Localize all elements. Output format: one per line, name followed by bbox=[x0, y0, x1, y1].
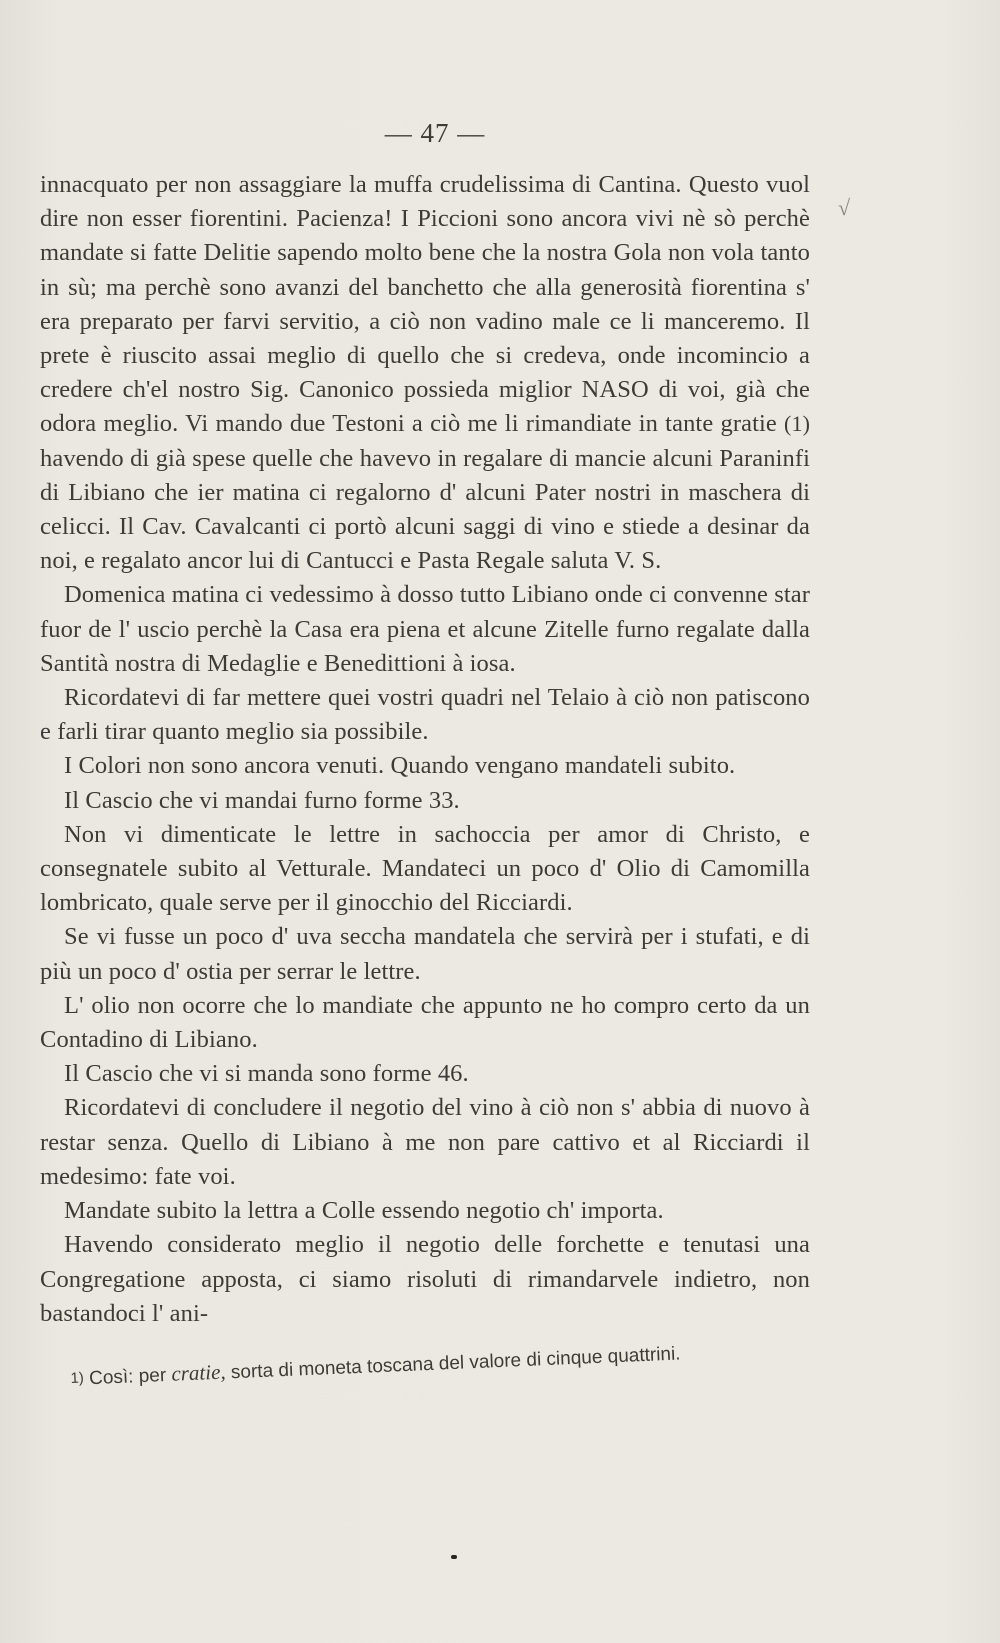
paragraph-6: Non vi dimenticate le lettre in sachoccia per amor di Christo, e consegnatele subito al Vetturale. Mandateci un poco d' Olio di Camomilla lombricato, quale serve per il ginocchio del Ricciardi. bbox=[40, 820, 810, 917]
footnote-prefix: Così: per bbox=[88, 1364, 167, 1390]
paragraph-9: Il Cascio che vi si manda sono forme 46. bbox=[64, 1060, 469, 1088]
ink-speck bbox=[451, 1555, 457, 1559]
footnote bbox=[70, 1336, 790, 1392]
footnote-marker: 1) bbox=[70, 1369, 85, 1387]
body-text bbox=[40, 168, 810, 1331]
footnote-text: sorta di moneta toscana del valore di cinque quattrini. bbox=[230, 1343, 681, 1384]
paragraph-7: Se vi fusse un poco d' uva seccha mandatela che servirà per i stufati, e di più un poco d' ostia per serrar le lettre. bbox=[40, 923, 810, 985]
paragraph-5: Il Cascio che vi mandai furno forme 33. bbox=[64, 786, 460, 814]
footnote-reference[interactable]: (1) bbox=[784, 411, 810, 437]
footnote-term: cratie, bbox=[170, 1359, 227, 1386]
paragraph-10: Ricordatevi di concludere il negotio del vino à ciò non s' abbia di nuovo à restar senza. Quello di Libiano à me non pare cattivo et al Ricciardi il medesimo: fate voi. bbox=[40, 1094, 810, 1190]
paragraph-1-tail: havendo di già spese quelle che havevo in regalare di mancie alcuni Paraninfi di Libiano che ier matina ci regalorno d' alcuni Pater nostri in maschera di celicci. Il Cav. Cavalcanti ci portò alcuni saggi di vino e stiede a desinar da noi, e regalato ancor lui di Cantucci e Pasta Regale saluta V. S. bbox=[40, 444, 810, 575]
paragraph-1 bbox=[40, 168, 810, 578]
paragraph-3: Ricordatevi di far mettere quei vostri quadri nel Telaio à ciò non patiscono e farli tirar quanto meglio sia possibile. bbox=[40, 684, 810, 746]
paragraph-8: L' olio non ocorre che lo mandiate che appunto ne ho compro certo da un Contadino di Libiano. bbox=[40, 991, 810, 1054]
paragraph-11: Mandate subito la lettra a Colle essendo negotio ch' importa. bbox=[64, 1197, 664, 1225]
paragraph-4: I Colori non sono ancora venuti. Quando vengano mandateli subito. bbox=[64, 752, 736, 780]
paragraph-2: Domenica matina ci vedessimo à dosso tutto Libiano onde ci convenne star fuor de l' uscio perchè la Casa era piena et alcune Zitelle furno regalate dalla Santità nostra di Medaglie e Benedittioni à iosa. bbox=[40, 581, 810, 677]
page-number: — 47 — bbox=[384, 118, 486, 148]
paragraph-1-text: innacquato per non assaggiare la muffa crudelissima di Cantina. Questo vuol dire non esser fiorentini. Pacienza! I Piccioni sono ancora vivi nè sò perchè mandate si fatte Delitie sapendo molto bene che la nostra Gola non vola tanto in sù; ma perchè sono avanzi del banchetto che alla generosità fiorentina s' era preparato per farvi servitio, a ciò non vadino male ce li manceremo. Il prete è riuscito assai meglio di quello che si credeva, onde incomincio a credere ch'el nostro Sig. Canonico possieda miglior NASO di voi, già che odora meglio. Vi mando due Testoni a ciò me li rimandiate in tante gratie bbox=[40, 171, 810, 438]
margin-check-mark: √ bbox=[838, 195, 851, 220]
paragraph-12: Havendo considerato meglio il negotio delle forchette e tenutasi una Congregatione apposta, ci siamo risoluti di rimandarvele indietro, non bastandoci l' ani- bbox=[40, 1231, 810, 1327]
